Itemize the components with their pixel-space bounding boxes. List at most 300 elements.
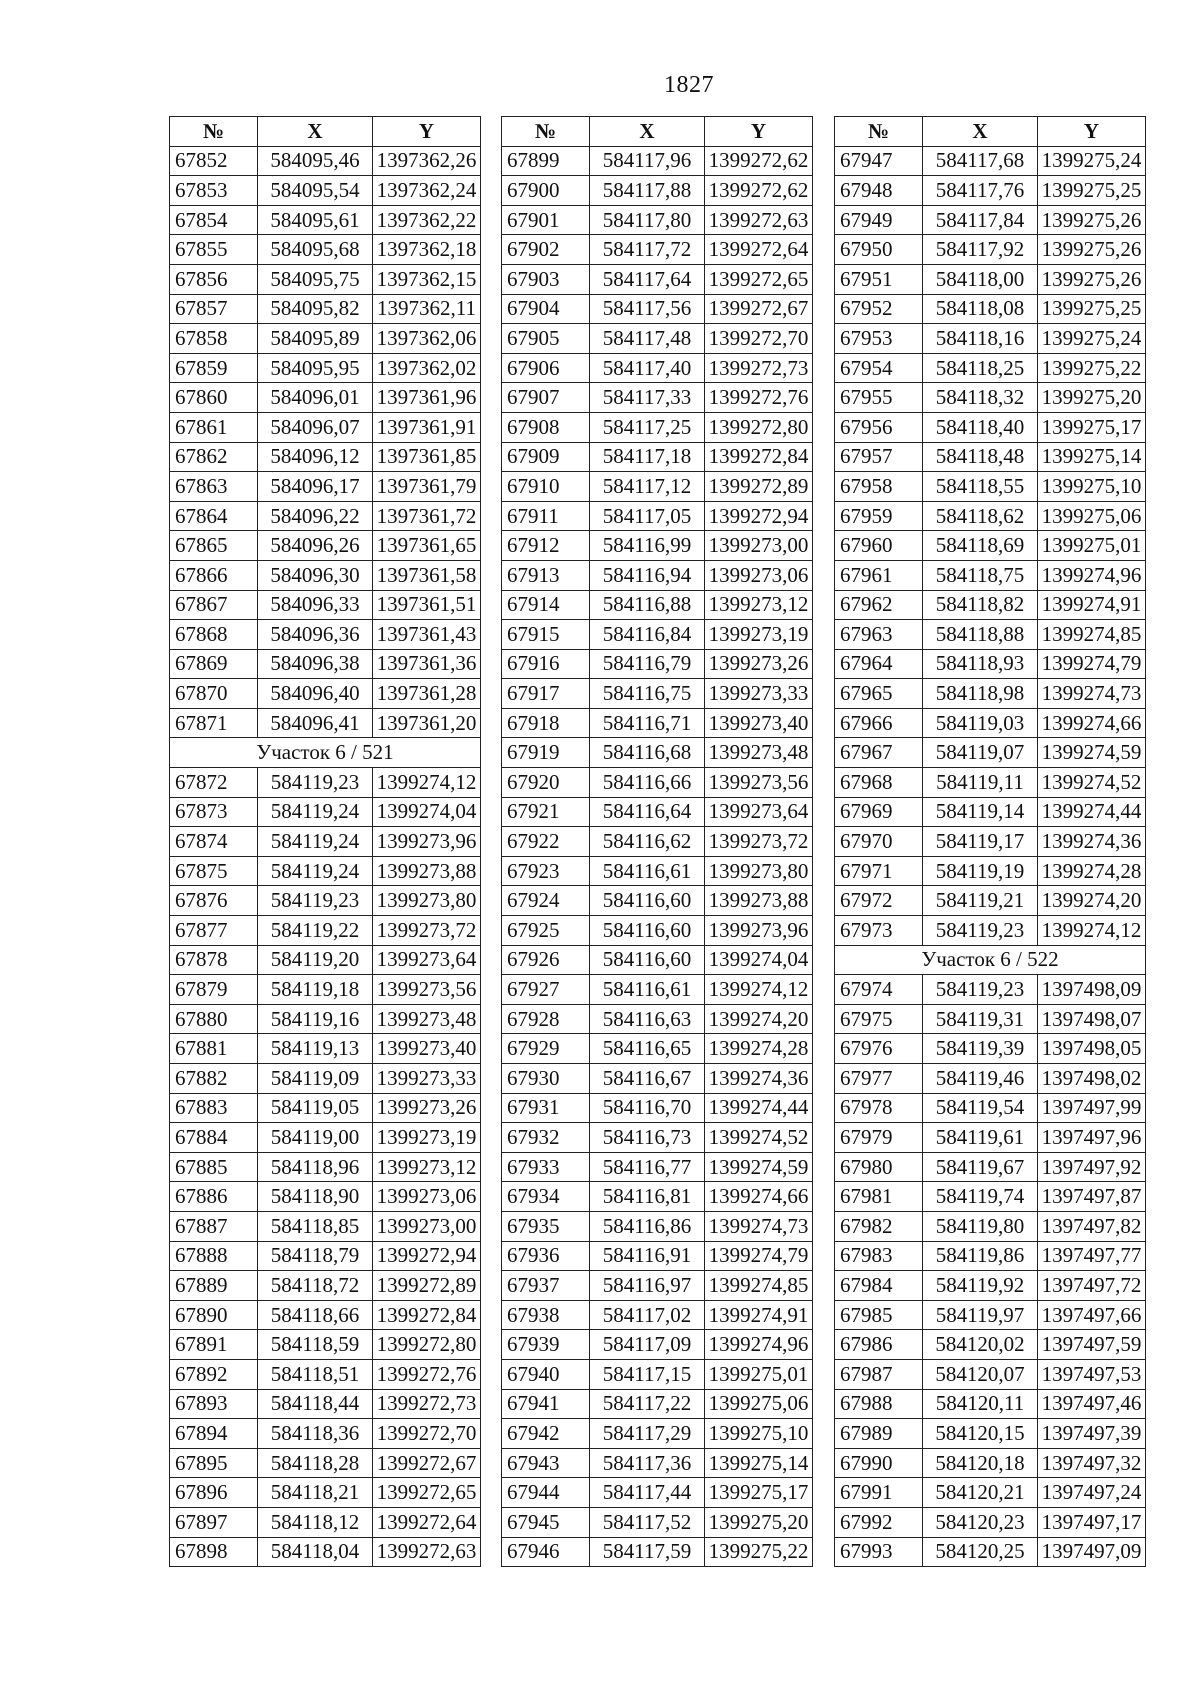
point-number-cell: 67888 [170,1241,258,1271]
point-number-cell: 67873 [170,797,258,827]
y-coordinate-cell: 1399272,65 [373,1478,481,1508]
table-row [502,1330,813,1360]
y-coordinate-cell: 1397497,39 [1038,1419,1146,1449]
x-coordinate-cell: 584116,63 [590,1004,705,1034]
coordinate-table-1 [169,116,481,1567]
y-coordinate-cell: 1399273,19 [373,1123,481,1153]
point-number-cell: 67976 [835,1034,923,1064]
table-row [502,768,813,798]
x-coordinate-cell: 584117,29 [590,1419,705,1449]
y-coordinate-cell: 1397498,02 [1038,1064,1146,1094]
table-row [835,294,1146,324]
header-y: Y [705,117,813,147]
y-coordinate-cell: 1399273,33 [705,679,813,709]
point-number-cell: 67882 [170,1064,258,1094]
point-number-cell: 67970 [835,827,923,857]
x-coordinate-cell: 584118,62 [923,501,1038,531]
x-coordinate-cell: 584116,60 [590,886,705,916]
table-row [170,264,481,294]
point-number-cell: 67957 [835,442,923,472]
y-coordinate-cell: 1397361,91 [373,412,481,442]
x-coordinate-cell: 584118,66 [258,1300,373,1330]
point-number-cell: 67920 [502,768,590,798]
coordinate-table-3 [834,116,1146,1567]
y-coordinate-cell: 1399274,04 [705,945,813,975]
x-coordinate-cell: 584117,80 [590,205,705,235]
y-coordinate-cell: 1399275,24 [1038,146,1146,176]
table-row [835,1064,1146,1094]
table-header-row [502,117,813,147]
y-coordinate-cell: 1399274,12 [1038,916,1146,946]
x-coordinate-cell: 584117,09 [590,1330,705,1360]
y-coordinate-cell: 1399274,66 [705,1182,813,1212]
x-coordinate-cell: 584118,88 [923,620,1038,650]
x-coordinate-cell: 584117,36 [590,1448,705,1478]
header-x: X [258,117,373,147]
x-coordinate-cell: 584119,74 [923,1182,1038,1212]
point-number-cell: 67977 [835,1064,923,1094]
point-number-cell: 67918 [502,708,590,738]
table-row [835,738,1146,768]
table-row [502,620,813,650]
point-number-cell: 67946 [502,1537,590,1567]
point-number-cell: 67990 [835,1448,923,1478]
point-number-cell: 67919 [502,738,590,768]
x-coordinate-cell: 584118,59 [258,1330,373,1360]
section-title: Участок 6 / 522 [835,945,1146,975]
y-coordinate-cell: 1399275,17 [705,1478,813,1508]
point-number-cell: 67855 [170,235,258,265]
table-row [835,708,1146,738]
y-coordinate-cell: 1399273,72 [705,827,813,857]
table-row [835,679,1146,709]
table-row [170,176,481,206]
point-number-cell: 67878 [170,945,258,975]
table-row [170,1448,481,1478]
x-coordinate-cell: 584118,44 [258,1389,373,1419]
point-number-cell: 67898 [170,1537,258,1567]
y-coordinate-cell: 1399273,64 [373,945,481,975]
x-coordinate-cell: 584095,89 [258,324,373,354]
table-row [835,472,1146,502]
table-row [502,1507,813,1537]
header-x: X [590,117,705,147]
y-coordinate-cell: 1397361,96 [373,383,481,413]
y-coordinate-cell: 1397497,96 [1038,1123,1146,1153]
x-coordinate-cell: 584119,21 [923,886,1038,916]
table-row [502,146,813,176]
x-coordinate-cell: 584116,60 [590,945,705,975]
y-coordinate-cell: 1399275,20 [705,1507,813,1537]
point-number-cell: 67887 [170,1211,258,1241]
y-coordinate-cell: 1399274,66 [1038,708,1146,738]
x-coordinate-cell: 584096,17 [258,472,373,502]
header-x: X [923,117,1038,147]
point-number-cell: 67939 [502,1330,590,1360]
x-coordinate-cell: 584095,82 [258,294,373,324]
table-row [502,294,813,324]
x-coordinate-cell: 584120,18 [923,1448,1038,1478]
table-row [835,1211,1146,1241]
table-row [170,1359,481,1389]
table-row [170,531,481,561]
y-coordinate-cell: 1399274,52 [705,1123,813,1153]
y-coordinate-cell: 1397498,09 [1038,975,1146,1005]
y-coordinate-cell: 1397362,26 [373,146,481,176]
y-coordinate-cell: 1399273,00 [705,531,813,561]
x-coordinate-cell: 584116,86 [590,1211,705,1241]
x-coordinate-cell: 584119,14 [923,797,1038,827]
y-coordinate-cell: 1399274,73 [705,1211,813,1241]
x-coordinate-cell: 584116,64 [590,797,705,827]
table-row [835,1034,1146,1064]
point-number-cell: 67886 [170,1182,258,1212]
table-row [502,649,813,679]
table-row [835,590,1146,620]
coordinate-table-2 [501,116,813,1567]
table-row [502,1182,813,1212]
point-number-cell: 67931 [502,1093,590,1123]
table-row [170,975,481,1005]
point-number-cell: 67866 [170,560,258,590]
x-coordinate-cell: 584119,09 [258,1064,373,1094]
point-number-cell: 67984 [835,1271,923,1301]
y-coordinate-cell: 1399272,63 [705,205,813,235]
y-coordinate-cell: 1399273,80 [705,856,813,886]
table-row [170,1330,481,1360]
x-coordinate-cell: 584116,70 [590,1093,705,1123]
y-coordinate-cell: 1399274,04 [373,797,481,827]
y-coordinate-cell: 1397362,15 [373,264,481,294]
y-coordinate-cell: 1399274,36 [705,1064,813,1094]
x-coordinate-cell: 584116,75 [590,679,705,709]
point-number-cell: 67940 [502,1359,590,1389]
table-row [170,768,481,798]
y-coordinate-cell: 1399272,67 [705,294,813,324]
y-coordinate-cell: 1399273,06 [373,1182,481,1212]
point-number-cell: 67871 [170,708,258,738]
table-row [502,708,813,738]
point-number-cell: 67975 [835,1004,923,1034]
y-coordinate-cell: 1399275,24 [1038,324,1146,354]
point-number-cell: 67868 [170,620,258,650]
x-coordinate-cell: 584096,41 [258,708,373,738]
x-coordinate-cell: 584116,68 [590,738,705,768]
y-coordinate-cell: 1399272,62 [705,176,813,206]
point-number-cell: 67968 [835,768,923,798]
point-number-cell: 67908 [502,412,590,442]
x-coordinate-cell: 584119,39 [923,1034,1038,1064]
x-coordinate-cell: 584118,32 [923,383,1038,413]
point-number-cell: 67872 [170,768,258,798]
table-row [835,1152,1146,1182]
point-number-cell: 67916 [502,649,590,679]
y-coordinate-cell: 1399274,79 [1038,649,1146,679]
point-number-cell: 67963 [835,620,923,650]
y-coordinate-cell: 1397362,24 [373,176,481,206]
y-coordinate-cell: 1399274,59 [1038,738,1146,768]
point-number-cell: 67934 [502,1182,590,1212]
point-number-cell: 67945 [502,1507,590,1537]
table-row [502,324,813,354]
y-coordinate-cell: 1399274,44 [1038,797,1146,827]
point-number-cell: 67883 [170,1093,258,1123]
table-row [502,1419,813,1449]
x-coordinate-cell: 584116,91 [590,1241,705,1271]
table-row [502,1359,813,1389]
x-coordinate-cell: 584118,85 [258,1211,373,1241]
x-coordinate-cell: 584095,46 [258,146,373,176]
point-number-cell: 67969 [835,797,923,827]
point-number-cell: 67897 [170,1507,258,1537]
table-row [170,916,481,946]
point-number-cell: 67933 [502,1152,590,1182]
x-coordinate-cell: 584119,16 [258,1004,373,1034]
y-coordinate-cell: 1399273,12 [373,1152,481,1182]
x-coordinate-cell: 584116,81 [590,1182,705,1212]
table-row [502,560,813,590]
y-coordinate-cell: 1399275,22 [1038,353,1146,383]
y-coordinate-cell: 1399272,76 [705,383,813,413]
table-row [170,353,481,383]
y-coordinate-cell: 1399272,89 [373,1271,481,1301]
y-coordinate-cell: 1399274,85 [1038,620,1146,650]
coordinate-tables [0,116,1200,1596]
y-coordinate-cell: 1399274,91 [705,1300,813,1330]
x-coordinate-cell: 584119,54 [923,1093,1038,1123]
y-coordinate-cell: 1399275,22 [705,1537,813,1567]
table-row [170,412,481,442]
y-coordinate-cell: 1397361,28 [373,679,481,709]
table-row [170,945,481,975]
y-coordinate-cell: 1399274,20 [1038,886,1146,916]
table-row [502,412,813,442]
table-row [170,856,481,886]
x-coordinate-cell: 584095,54 [258,176,373,206]
x-coordinate-cell: 584119,13 [258,1034,373,1064]
point-number-cell: 67864 [170,501,258,531]
y-coordinate-cell: 1397361,65 [373,531,481,561]
x-coordinate-cell: 584119,24 [258,797,373,827]
x-coordinate-cell: 584118,98 [923,679,1038,709]
y-coordinate-cell: 1399272,94 [705,501,813,531]
table-row [835,205,1146,235]
y-coordinate-cell: 1397497,46 [1038,1389,1146,1419]
table-row [835,146,1146,176]
y-coordinate-cell: 1399272,84 [705,442,813,472]
x-coordinate-cell: 584116,61 [590,975,705,1005]
x-coordinate-cell: 584116,71 [590,708,705,738]
table-row [835,383,1146,413]
x-coordinate-cell: 584117,48 [590,324,705,354]
y-coordinate-cell: 1397361,58 [373,560,481,590]
point-number-cell: 67942 [502,1419,590,1449]
y-coordinate-cell: 1399273,26 [705,649,813,679]
table-row [835,1330,1146,1360]
point-number-cell: 67993 [835,1537,923,1567]
table-row [502,531,813,561]
table-row [835,324,1146,354]
point-number-cell: 67896 [170,1478,258,1508]
point-number-cell: 67892 [170,1359,258,1389]
point-number-cell: 67981 [835,1182,923,1212]
section-row [170,738,481,768]
y-coordinate-cell: 1399272,94 [373,1241,481,1271]
table-header-row [835,117,1146,147]
table-row [835,916,1146,946]
x-coordinate-cell: 584120,02 [923,1330,1038,1360]
point-number-cell: 67952 [835,294,923,324]
point-number-cell: 67979 [835,1123,923,1153]
y-coordinate-cell: 1399273,80 [373,886,481,916]
y-coordinate-cell: 1399274,79 [705,1241,813,1271]
point-number-cell: 67938 [502,1300,590,1330]
y-coordinate-cell: 1399274,73 [1038,679,1146,709]
point-number-cell: 67854 [170,205,258,235]
point-number-cell: 67858 [170,324,258,354]
x-coordinate-cell: 584095,61 [258,205,373,235]
x-coordinate-cell: 584117,88 [590,176,705,206]
table-row [835,886,1146,916]
x-coordinate-cell: 584116,77 [590,1152,705,1182]
point-number-cell: 67966 [835,708,923,738]
y-coordinate-cell: 1399274,59 [705,1152,813,1182]
y-coordinate-cell: 1397362,18 [373,235,481,265]
point-number-cell: 67909 [502,442,590,472]
table-row [502,235,813,265]
table-row [835,856,1146,886]
table-row [835,1241,1146,1271]
y-coordinate-cell: 1399275,01 [705,1359,813,1389]
table-row [502,1211,813,1241]
y-coordinate-cell: 1399274,28 [705,1034,813,1064]
table-row [170,620,481,650]
table-row [170,886,481,916]
x-coordinate-cell: 584117,12 [590,472,705,502]
x-coordinate-cell: 584118,36 [258,1419,373,1449]
table-row [835,531,1146,561]
header-number: № [835,117,923,147]
y-coordinate-cell: 1399272,67 [373,1448,481,1478]
y-coordinate-cell: 1397497,87 [1038,1182,1146,1212]
point-number-cell: 67973 [835,916,923,946]
point-number-cell: 67874 [170,827,258,857]
y-coordinate-cell: 1399275,26 [1038,235,1146,265]
y-coordinate-cell: 1397362,11 [373,294,481,324]
table-row [502,1389,813,1419]
point-number-cell: 67951 [835,264,923,294]
x-coordinate-cell: 584116,88 [590,590,705,620]
table-row [835,1389,1146,1419]
table-header-row [170,117,481,147]
table-row [170,146,481,176]
point-number-cell: 67910 [502,472,590,502]
y-coordinate-cell: 1399272,65 [705,264,813,294]
x-coordinate-cell: 584118,79 [258,1241,373,1271]
x-coordinate-cell: 584119,20 [258,945,373,975]
x-coordinate-cell: 584117,76 [923,176,1038,206]
point-number-cell: 67965 [835,679,923,709]
point-number-cell: 67962 [835,590,923,620]
point-number-cell: 67982 [835,1211,923,1241]
point-number-cell: 67932 [502,1123,590,1153]
table-row [502,679,813,709]
point-number-cell: 67870 [170,679,258,709]
table-row [170,1271,481,1301]
point-number-cell: 67987 [835,1359,923,1389]
y-coordinate-cell: 1397497,59 [1038,1330,1146,1360]
y-coordinate-cell: 1399273,40 [373,1034,481,1064]
x-coordinate-cell: 584096,36 [258,620,373,650]
y-coordinate-cell: 1399274,20 [705,1004,813,1034]
y-coordinate-cell: 1399273,88 [373,856,481,886]
point-number-cell: 67904 [502,294,590,324]
x-coordinate-cell: 584116,62 [590,827,705,857]
table-row [835,768,1146,798]
table-row [835,827,1146,857]
table-row [835,353,1146,383]
table-row [502,1034,813,1064]
y-coordinate-cell: 1399272,89 [705,472,813,502]
point-number-cell: 67876 [170,886,258,916]
x-coordinate-cell: 584118,55 [923,472,1038,502]
point-number-cell: 67986 [835,1330,923,1360]
x-coordinate-cell: 584119,61 [923,1123,1038,1153]
table-row [502,945,813,975]
table-row [502,1123,813,1153]
table-row [502,827,813,857]
x-coordinate-cell: 584117,68 [923,146,1038,176]
point-number-cell: 67989 [835,1419,923,1449]
table-row [170,1182,481,1212]
x-coordinate-cell: 584119,22 [258,916,373,946]
point-number-cell: 67953 [835,324,923,354]
y-coordinate-cell: 1399272,73 [705,353,813,383]
x-coordinate-cell: 584096,22 [258,501,373,531]
x-coordinate-cell: 584117,22 [590,1389,705,1419]
y-coordinate-cell: 1399273,06 [705,560,813,590]
table-row [170,1300,481,1330]
x-coordinate-cell: 584117,56 [590,294,705,324]
x-coordinate-cell: 584118,90 [258,1182,373,1212]
table-row [835,1507,1146,1537]
y-coordinate-cell: 1399274,52 [1038,768,1146,798]
y-coordinate-cell: 1399275,10 [1038,472,1146,502]
x-coordinate-cell: 584120,25 [923,1537,1038,1567]
y-coordinate-cell: 1399273,48 [705,738,813,768]
point-number-cell: 67943 [502,1448,590,1478]
table-row [835,264,1146,294]
point-number-cell: 67884 [170,1123,258,1153]
x-coordinate-cell: 584118,75 [923,560,1038,590]
header-number: № [502,117,590,147]
point-number-cell: 67852 [170,146,258,176]
x-coordinate-cell: 584119,23 [258,768,373,798]
y-coordinate-cell: 1399274,44 [705,1093,813,1123]
y-coordinate-cell: 1397497,09 [1038,1537,1146,1567]
x-coordinate-cell: 584117,15 [590,1359,705,1389]
y-coordinate-cell: 1397498,05 [1038,1034,1146,1064]
point-number-cell: 67925 [502,916,590,946]
x-coordinate-cell: 584096,33 [258,590,373,620]
table-row [502,1300,813,1330]
x-coordinate-cell: 584118,21 [258,1478,373,1508]
x-coordinate-cell: 584118,96 [258,1152,373,1182]
y-coordinate-cell: 1399273,26 [373,1093,481,1123]
x-coordinate-cell: 584117,59 [590,1537,705,1567]
y-coordinate-cell: 1399274,28 [1038,856,1146,886]
y-coordinate-cell: 1399274,91 [1038,590,1146,620]
